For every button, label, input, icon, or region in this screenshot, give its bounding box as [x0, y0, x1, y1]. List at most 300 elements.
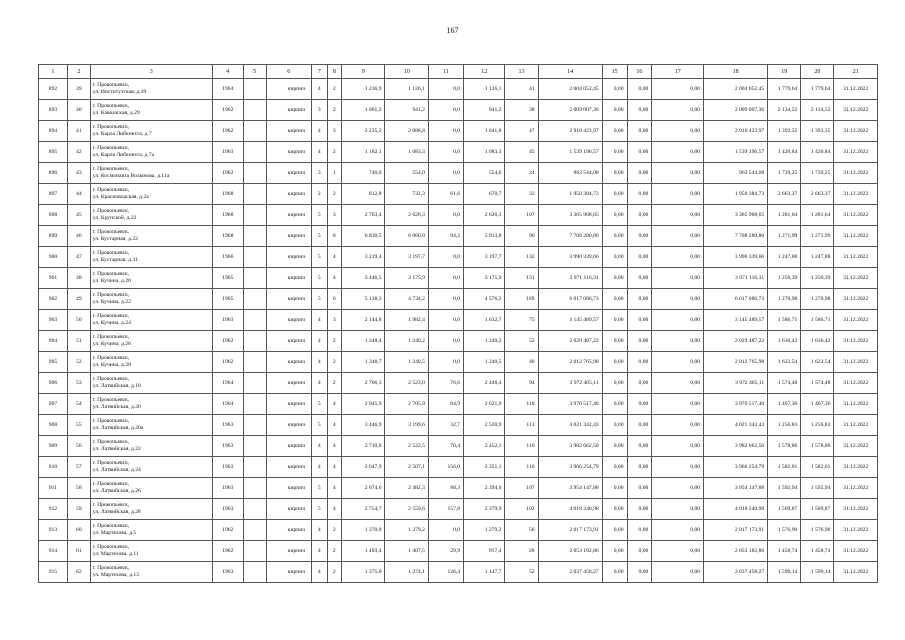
address-cell — [90, 142, 212, 163]
cell-col-20: 1 578,86 — [801, 436, 834, 457]
cell-col-13: 102 — [505, 499, 538, 520]
cell-col-6: кирпич — [266, 163, 312, 184]
cell-col-5 — [243, 499, 266, 520]
cell-col-11: 76,6 — [428, 373, 463, 394]
cell-col-10: 2 507,1 — [385, 457, 428, 478]
cell-col-16: 0,00 — [627, 226, 652, 247]
cell-col-19: 1 574,48 — [768, 373, 801, 394]
cell-col-11: 0,0 — [428, 520, 463, 541]
address-city: г. Прокопьевск, — [92, 502, 130, 508]
cell-col-14: 3 972 405,11 — [538, 373, 602, 394]
cell-col-20: 1 270,98 — [801, 289, 834, 310]
cell-col-17: 0,00 — [652, 478, 704, 499]
row-number-cell: 904 — [39, 331, 68, 352]
cell-col-19: 1 578,86 — [768, 436, 801, 457]
cell-col-12: 5 913,8 — [464, 226, 505, 247]
address-city: г. Прокопьевск, — [92, 523, 130, 529]
cell-col-7: 2 — [312, 184, 328, 205]
cell-col-11: 156,0 — [428, 457, 463, 478]
cell-col-4: 1965 — [212, 289, 243, 310]
address-street: ул. Институтская, д.39 — [92, 89, 147, 95]
cell-col-12: 2 626,3 — [464, 205, 505, 226]
cell-col-16: 0,00 — [627, 436, 652, 457]
cell-col-21: 31.12.2022 — [834, 373, 878, 394]
cell-col-6: кирпич — [266, 268, 312, 289]
cell-col-4: 1962 — [212, 121, 243, 142]
table-row — [39, 373, 878, 394]
cell-col-11: 126,4 — [428, 562, 463, 583]
cell-col-11: 70,4 — [428, 436, 463, 457]
cell-col-15: 0,00 — [602, 121, 627, 142]
cell-col-11: 0,0 — [428, 79, 463, 100]
address-street: ул. Мартехова, д.5 — [92, 530, 137, 536]
column-header-6: 6 — [266, 65, 312, 79]
cell-col-18: 1 539 196,57 — [704, 142, 768, 163]
address-cell — [90, 520, 212, 541]
cell-col-15: 0,00 — [602, 562, 627, 583]
cell-col-9: 1 236,9 — [342, 79, 385, 100]
cell-col-13: 132 — [505, 247, 538, 268]
cell-col-21: 31.12.2022 — [834, 142, 878, 163]
cell-col-12: 2 394,0 — [464, 478, 505, 499]
cell-col-16: 0,00 — [627, 562, 652, 583]
cell-col-17: 0,00 — [652, 289, 704, 310]
cell-col-20: 1 458,74 — [801, 541, 834, 562]
table-row — [39, 457, 878, 478]
table-row — [39, 436, 878, 457]
cell-col-4: 1963 — [212, 562, 243, 583]
table-row — [39, 520, 878, 541]
cell-col-8: 4 — [327, 499, 341, 520]
address-city: г. Прокопьевск, — [92, 481, 130, 487]
cell-col-7: 4 — [312, 142, 328, 163]
table-row — [39, 415, 878, 436]
item-number-cell: 50 — [67, 310, 90, 331]
cell-col-19: 1 779,64 — [768, 79, 801, 100]
cell-col-16: 0,00 — [627, 352, 652, 373]
cell-col-14: 4 018 240,98 — [538, 499, 602, 520]
item-number-cell: 43 — [67, 163, 90, 184]
cell-col-14: 3 982 662,50 — [538, 436, 602, 457]
cell-col-13: 96 — [505, 226, 538, 247]
row-number-cell: 902 — [39, 289, 68, 310]
cell-col-20: 1 271,99 — [801, 226, 834, 247]
cell-col-21: 31.12.2022 — [834, 310, 878, 331]
cell-col-4: 1963 — [212, 415, 243, 436]
cell-col-16: 0,00 — [627, 184, 652, 205]
address-cell — [90, 352, 212, 373]
cell-col-5 — [243, 520, 266, 541]
cell-col-12: 554,0 — [464, 163, 505, 184]
cell-col-13: 118 — [505, 394, 538, 415]
cell-col-9: 2 235,2 — [342, 121, 385, 142]
row-number-cell: 915 — [39, 562, 68, 583]
cell-col-4: 1962 — [212, 520, 243, 541]
cell-col-19: 1 467,36 — [768, 394, 801, 415]
cell-col-8: 2 — [327, 184, 341, 205]
cell-col-8: 3 — [327, 205, 341, 226]
address-street: ул. Мартехова, д.11 — [92, 551, 139, 557]
cell-col-17: 0,00 — [652, 352, 704, 373]
cell-col-4: 1964 — [212, 394, 243, 415]
cell-col-6: кирпич — [266, 100, 312, 121]
cell-col-12: 670,7 — [464, 184, 505, 205]
cell-col-8: 4 — [327, 394, 341, 415]
column-header-4: 4 — [212, 65, 243, 79]
cell-col-13: 52 — [505, 331, 538, 352]
address-city: г. Прокопьевск, — [92, 355, 130, 361]
address-city: г. Прокопьевск, — [92, 313, 130, 319]
cell-col-19: 2 134,52 — [768, 100, 801, 121]
cell-col-14: 3 954 147,88 — [538, 478, 602, 499]
cell-col-8: 3 — [327, 121, 341, 142]
cell-col-10: 2 559,6 — [385, 499, 428, 520]
cell-col-12: 2 621,0 — [464, 394, 505, 415]
cell-col-18: 2 012 765,98 — [704, 352, 768, 373]
cell-col-6: кирпич — [266, 373, 312, 394]
cell-col-21: 31.12.2022 — [834, 394, 878, 415]
cell-col-14: 2 012 765,98 — [538, 352, 602, 373]
column-header-9: 9 — [342, 65, 385, 79]
cell-col-9: 3 446,5 — [342, 268, 385, 289]
item-number-cell: 52 — [67, 352, 90, 373]
cell-col-21: 31.12.2022 — [834, 457, 878, 478]
cell-col-13: 38 — [505, 100, 538, 121]
cell-col-7: 4 — [312, 373, 328, 394]
cell-col-16: 0,00 — [627, 520, 652, 541]
row-number-cell: 897 — [39, 184, 68, 205]
cell-col-12: 2 351,1 — [464, 457, 505, 478]
item-number-cell: 54 — [67, 394, 90, 415]
cell-col-10: 1 083,3 — [385, 142, 428, 163]
cell-col-13: 107 — [505, 478, 538, 499]
cell-col-5 — [243, 100, 266, 121]
cell-col-10: 1 240,5 — [385, 352, 428, 373]
cell-col-4: 1962 — [212, 100, 243, 121]
column-header-21: 21 — [834, 65, 878, 79]
cell-col-17: 0,00 — [652, 226, 704, 247]
cell-col-8: 4 — [327, 415, 341, 436]
cell-col-11: 0,0 — [428, 331, 463, 352]
cell-col-5 — [243, 352, 266, 373]
cell-col-4: 1962 — [212, 331, 243, 352]
cell-col-16: 0,00 — [627, 268, 652, 289]
cell-col-15: 0,00 — [602, 520, 627, 541]
item-number-cell: 47 — [67, 247, 90, 268]
cell-col-11: 61,6 — [428, 184, 463, 205]
cell-col-7: 4 — [312, 562, 328, 583]
cell-col-17: 0,00 — [652, 205, 704, 226]
cell-col-18: 4 021 342,43 — [704, 415, 768, 436]
cell-col-7: 5 — [312, 247, 328, 268]
cell-col-9: 2 706,3 — [342, 373, 385, 394]
cell-col-10: 1 126,1 — [385, 79, 428, 100]
cell-col-16: 0,00 — [627, 457, 652, 478]
cell-col-13: 116 — [505, 436, 538, 457]
cell-col-21: 31.12.2022 — [834, 562, 878, 583]
row-number-cell: 895 — [39, 142, 68, 163]
table-row — [39, 562, 878, 583]
cell-col-14: 3 365 968,65 — [538, 205, 602, 226]
cell-col-6: кирпич — [266, 184, 312, 205]
item-number-cell: 56 — [67, 436, 90, 457]
cell-col-5 — [243, 394, 266, 415]
cell-col-12: 1 240,5 — [464, 352, 505, 373]
cell-col-7: 4 — [312, 331, 328, 352]
cell-col-12: 4 576,2 — [464, 289, 505, 310]
address-cell — [90, 373, 212, 394]
cell-col-13: 52 — [505, 562, 538, 583]
cell-col-21: 31.12.2022 — [834, 268, 878, 289]
cell-col-8: 2 — [327, 520, 341, 541]
cell-col-20: 1 582,01 — [801, 457, 834, 478]
cell-col-21: 31.12.2022 — [834, 415, 878, 436]
table-row — [39, 541, 878, 562]
cell-col-8: 2 — [327, 352, 341, 373]
table-row — [39, 163, 878, 184]
cell-col-8: 4 — [327, 478, 341, 499]
cell-col-9: 2 945,9 — [342, 394, 385, 415]
cell-col-19: 1 599,14 — [768, 562, 801, 583]
table-row — [39, 310, 878, 331]
address-street: ул. Космонавта Волынова, д.11а — [92, 173, 170, 179]
cell-col-7: 4 — [312, 520, 328, 541]
cell-col-16: 0,00 — [627, 394, 652, 415]
address-city: г. Прокопьевск, — [92, 103, 130, 109]
cell-col-5 — [243, 436, 266, 457]
cell-col-17: 0,00 — [652, 121, 704, 142]
cell-col-17: 0,00 — [652, 457, 704, 478]
row-number-cell: 906 — [39, 373, 68, 394]
row-number-cell: 909 — [39, 436, 68, 457]
cell-col-18: 2 037 458,27 — [704, 562, 768, 583]
cell-col-10: 554,0 — [385, 163, 428, 184]
cell-col-5 — [243, 226, 266, 247]
address-street: ул. Кавказская, д.29 — [92, 110, 140, 116]
cell-col-14: 2 029 487,22 — [538, 331, 602, 352]
cell-col-6: кирпич — [266, 310, 312, 331]
cell-col-5 — [243, 79, 266, 100]
address-street: ул. Кучина, д.26 — [92, 341, 131, 347]
cell-col-12: 917,4 — [464, 541, 505, 562]
address-city: г. Прокопьевск, — [92, 418, 130, 424]
address-city: г. Прокопьевск, — [92, 292, 130, 298]
cell-col-16: 0,00 — [627, 142, 652, 163]
cell-col-4: 1963 — [212, 499, 243, 520]
item-number-cell: 48 — [67, 268, 90, 289]
cell-col-10: 1 240,2 — [385, 331, 428, 352]
cell-col-10: 2 088,8 — [385, 121, 428, 142]
cell-col-9: 2 710,8 — [342, 436, 385, 457]
row-number-cell: 914 — [39, 541, 68, 562]
cell-col-21: 31.12.2022 — [834, 184, 878, 205]
cell-col-4: 1963 — [212, 142, 243, 163]
cell-col-17: 0,00 — [652, 310, 704, 331]
cell-col-11: 0,0 — [428, 163, 463, 184]
cell-col-17: 0,00 — [652, 79, 704, 100]
cell-col-13: 56 — [505, 520, 538, 541]
cell-col-20: 1 281,64 — [801, 205, 834, 226]
cell-col-7: 4 — [312, 457, 328, 478]
cell-col-21: 31.12.2022 — [834, 289, 878, 310]
cell-col-19: 1 622,54 — [768, 352, 801, 373]
address-city: г. Прокопьевск, — [92, 271, 130, 277]
cell-col-14: 2 009 007,36 — [538, 100, 602, 121]
cell-col-6: кирпич — [266, 436, 312, 457]
address-city: г. Прокопьевск, — [92, 460, 130, 466]
cell-col-18: 7 708 280,80 — [704, 226, 768, 247]
cell-col-15: 0,00 — [602, 79, 627, 100]
address-cell — [90, 499, 212, 520]
cell-col-18: 2 053 182,86 — [704, 541, 768, 562]
cell-col-12: 1 147,7 — [464, 562, 505, 583]
cell-col-7: 3 — [312, 163, 328, 184]
cell-col-13: 107 — [505, 205, 538, 226]
cell-col-18: 3 990 339,66 — [704, 247, 768, 268]
cell-col-11: 0,0 — [428, 142, 463, 163]
cell-col-17: 0,00 — [652, 373, 704, 394]
column-header-8: 8 — [327, 65, 341, 79]
cell-col-13: 28 — [505, 541, 538, 562]
cell-col-9: 3 219,4 — [342, 247, 385, 268]
address-street: ул. Карла Либкнехта, д.7 — [92, 131, 152, 137]
table-row — [39, 184, 878, 205]
cell-col-9: 812,8 — [342, 184, 385, 205]
column-header-7: 7 — [312, 65, 328, 79]
cell-col-6: кирпич — [266, 226, 312, 247]
item-number-cell: 46 — [67, 226, 90, 247]
table-row — [39, 247, 878, 268]
cell-col-11: 32,7 — [428, 415, 463, 436]
cell-col-16: 0,00 — [627, 310, 652, 331]
cell-col-7: 5 — [312, 478, 328, 499]
cell-col-4: 1963 — [212, 310, 243, 331]
cell-col-16: 0,00 — [627, 478, 652, 499]
cell-col-20: 1 420,84 — [801, 142, 834, 163]
cell-col-5 — [243, 205, 266, 226]
cell-col-9: 2 647,9 — [342, 457, 385, 478]
address-street: ул. Латвийская, д.26 — [92, 488, 141, 494]
cell-col-9: 5 138,3 — [342, 289, 385, 310]
cell-col-18: 3 966 254,79 — [704, 457, 768, 478]
cell-col-15: 0,00 — [602, 541, 627, 562]
cell-col-5 — [243, 331, 266, 352]
address-city: г. Прокопьевск, — [92, 166, 130, 172]
cell-col-12: 3 197,7 — [464, 247, 505, 268]
cell-col-16: 0,00 — [627, 247, 652, 268]
cell-col-14: 2 004 052,45 — [538, 79, 602, 100]
row-number-cell: 893 — [39, 100, 68, 121]
table-row — [39, 268, 878, 289]
cell-col-14: 2 053 182,86 — [538, 541, 602, 562]
column-header-5: 5 — [243, 65, 266, 79]
cell-col-4: 1964 — [212, 79, 243, 100]
cell-col-9: 2 763,4 — [342, 205, 385, 226]
table-row — [39, 226, 878, 247]
cell-col-15: 0,00 — [602, 247, 627, 268]
cell-col-7: 5 — [312, 415, 328, 436]
cell-col-5 — [243, 247, 266, 268]
cell-col-9: 6 830,5 — [342, 226, 385, 247]
cell-col-4: 1963 — [212, 478, 243, 499]
cell-col-19: 1 270,98 — [768, 289, 801, 310]
cell-col-13: 75 — [505, 310, 538, 331]
cell-col-19: 1 739,25 — [768, 163, 801, 184]
address-cell — [90, 331, 212, 352]
item-number-cell: 59 — [67, 499, 90, 520]
cell-col-9: 2 674,6 — [342, 478, 385, 499]
cell-col-18: 4 018 240,98 — [704, 499, 768, 520]
cell-col-21: 31.12.2022 — [834, 79, 878, 100]
cell-col-8: 2 — [327, 100, 341, 121]
cell-col-20: 1 256,83 — [801, 415, 834, 436]
address-street: ул. Кучина, д.24 — [92, 320, 131, 326]
cell-col-19: 1 458,74 — [768, 541, 801, 562]
cell-col-21: 31.12.2022 — [834, 499, 878, 520]
cell-col-6: кирпич — [266, 520, 312, 541]
cell-col-14: 3 145 489,57 — [538, 310, 602, 331]
cell-col-16: 0,00 — [627, 415, 652, 436]
address-city: г. Прокопьевск, — [92, 565, 130, 571]
address-street: ул. Латвийская, д.28 — [92, 509, 141, 515]
cell-col-19: 1 420,84 — [768, 142, 801, 163]
cell-col-12: 1 279,2 — [464, 520, 505, 541]
cell-col-20: 2 663,37 — [801, 184, 834, 205]
address-city: г. Прокопьевск, — [92, 250, 130, 256]
cell-col-10: 4 734,2 — [385, 289, 428, 310]
cell-col-19: 1 393,35 — [768, 121, 801, 142]
cell-col-15: 0,00 — [602, 142, 627, 163]
row-number-cell: 892 — [39, 79, 68, 100]
item-number-cell: 41 — [67, 121, 90, 142]
cell-col-14: 1 539 196,57 — [538, 142, 602, 163]
address-cell — [90, 415, 212, 436]
table-row — [39, 331, 878, 352]
cell-col-6: кирпич — [266, 562, 312, 583]
cell-col-16: 0,00 — [627, 499, 652, 520]
cell-col-7: 4 — [312, 310, 328, 331]
row-number-cell: 913 — [39, 520, 68, 541]
cell-col-20: 1 586,71 — [801, 310, 834, 331]
cell-col-18: 3 971 116,31 — [704, 268, 768, 289]
cell-col-8: 8 — [327, 226, 341, 247]
cell-col-17: 0,00 — [652, 184, 704, 205]
address-city: г. Прокопьевск, — [92, 208, 130, 214]
item-number-cell: 42 — [67, 142, 90, 163]
address-cell — [90, 247, 212, 268]
table-row — [39, 352, 878, 373]
cell-col-13: 47 — [505, 121, 538, 142]
cell-col-18: 2 910 423,97 — [704, 121, 768, 142]
row-number-cell: 901 — [39, 268, 68, 289]
cell-col-20: 1 779,64 — [801, 79, 834, 100]
table-row — [39, 499, 878, 520]
cell-col-11: 0,0 — [428, 121, 463, 142]
cell-col-6: кирпич — [266, 247, 312, 268]
cell-col-10: 732,3 — [385, 184, 428, 205]
cell-col-15: 0,00 — [602, 478, 627, 499]
cell-col-13: 48 — [505, 352, 538, 373]
cell-col-11: 157,8 — [428, 499, 463, 520]
cell-col-9: 1 375,0 — [342, 562, 385, 583]
cell-col-10: 1 279,2 — [385, 520, 428, 541]
column-header-2: 2 — [67, 65, 90, 79]
address-cell — [90, 163, 212, 184]
cell-col-14: 6 017 086,73 — [538, 289, 602, 310]
cell-col-20: 1 393,35 — [801, 121, 834, 142]
cell-col-8: 4 — [327, 436, 341, 457]
cell-col-15: 0,00 — [602, 163, 627, 184]
